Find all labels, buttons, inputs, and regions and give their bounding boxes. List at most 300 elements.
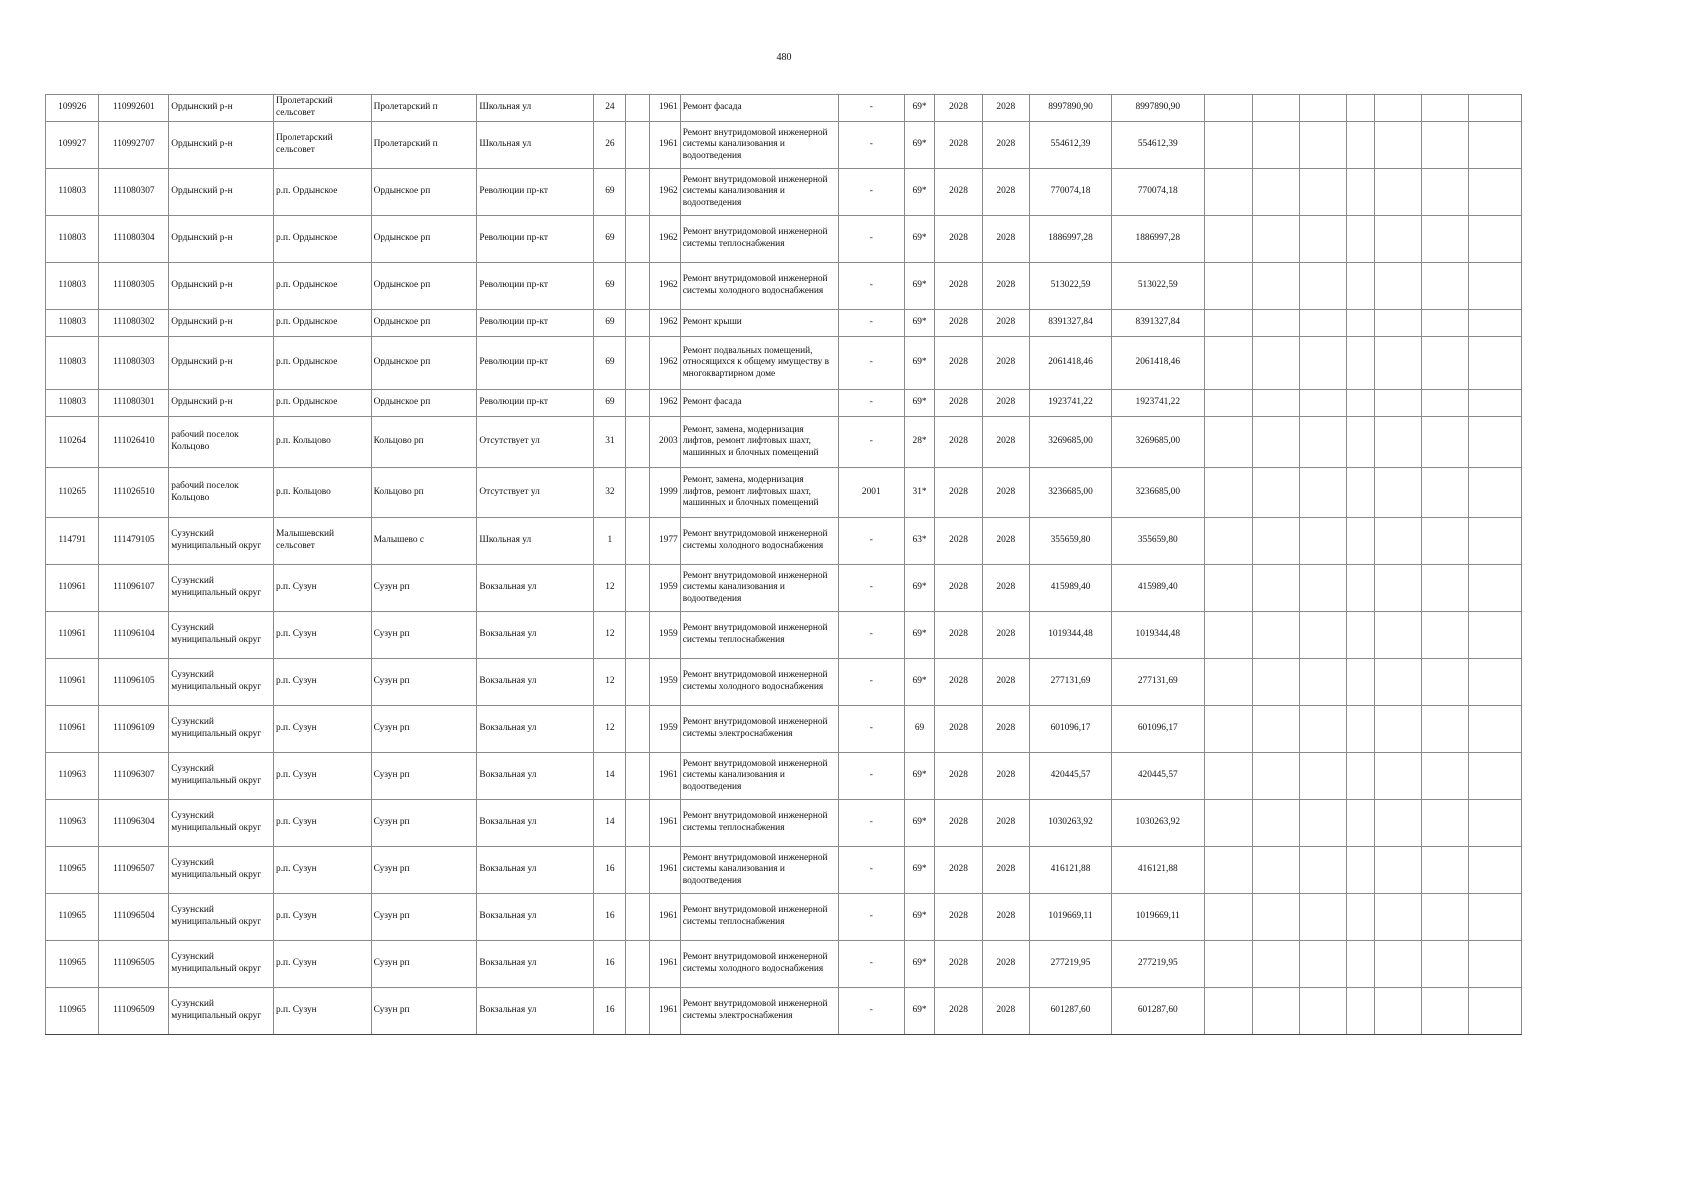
cell-empty [1347,894,1375,941]
cell-empty [1469,95,1522,122]
table-row [46,169,1522,216]
cell-last-repair-year: - [838,894,904,941]
cell-empty [1300,468,1347,518]
cell-settlement: р.п. Ордынское [274,337,372,390]
cell-work-type: Ремонт внутридомовой инженерной системы электроснабжения [680,706,838,753]
cell-cost: 2061418,46 [1029,337,1111,390]
cell-district: Сузунский муниципальный округ [169,612,274,659]
cell-build-year: 1959 [649,659,680,706]
page-number: 480 [776,52,792,63]
cell-street: Вокзальная ул [477,753,594,800]
cell-empty [1204,169,1252,216]
cell-district: Сузунский муниципальный округ [169,800,274,847]
cell-settlement: р.п. Сузун [274,659,372,706]
cell-plan-from: 2028 [935,310,982,337]
cell-empty [1252,800,1299,847]
cell-empty [1422,894,1469,941]
cell-empty [1204,612,1252,659]
cell-locality: Ордынское рп [371,216,477,263]
cell-empty [626,612,650,659]
cell-work-type: Ремонт внутридомовой инженерной системы теплоснабжения [680,894,838,941]
cell-work-code: 111096304 [99,800,169,847]
cell-work-code: 111096509 [99,988,169,1035]
cell-house-number: 12 [594,659,626,706]
cell-work-code: 111080305 [99,263,169,310]
cell-street: Отсутствует ул [477,417,594,468]
cell-house-number: 14 [594,753,626,800]
cell-locality: Сузун рп [371,800,477,847]
cell-district: Сузунский муниципальный округ [169,988,274,1035]
cell-empty [1204,216,1252,263]
cell-settlement: Пролетарский сельсовет [274,95,372,122]
cell-empty [1252,122,1299,169]
cell-work-type: Ремонт внутридомовой инженерной системы холодного водоснабжения [680,941,838,988]
cell-settlement: р.п. Сузун [274,847,372,894]
cell-cost: 277131,69 [1029,659,1111,706]
cell-empty [1300,417,1347,468]
cell-work-code: 111096505 [99,941,169,988]
cell-locality: Сузун рп [371,659,477,706]
cell-plan-from: 2028 [935,988,982,1035]
cell-locality: Пролетарский п [371,122,477,169]
cell-work-type: Ремонт внутридомовой инженерной системы холодного водоснабжения [680,518,838,565]
cell-work-code: 110992601 [99,95,169,122]
cell-work-code: 111096104 [99,612,169,659]
cell-empty [1469,263,1522,310]
cell-empty [1204,847,1252,894]
cell-empty [1374,565,1421,612]
cell-plan-to: 2028 [982,800,1029,847]
cell-cost-total: 1030263,92 [1112,800,1204,847]
cell-cost-total: 3236685,00 [1112,468,1204,518]
table-row [46,468,1522,518]
cell-build-year: 1961 [649,988,680,1035]
cell-settlement: р.п. Ордынское [274,390,372,417]
cell-cost-total: 420445,57 [1112,753,1204,800]
cell-empty [1204,753,1252,800]
cell-last-repair-year: - [838,988,904,1035]
cell-last-repair-year: - [838,417,904,468]
cell-empty [1422,988,1469,1035]
cell-last-repair-year: - [838,753,904,800]
cell-plan-from: 2028 [935,565,982,612]
cell-empty [1252,518,1299,565]
cell-work-code: 111080302 [99,310,169,337]
cell-cost-total: 770074,18 [1112,169,1204,216]
cell-empty [1422,565,1469,612]
cell-empty [1300,565,1347,612]
cell-empty [1469,612,1522,659]
cell-cost: 513022,59 [1029,263,1111,310]
cell-empty [1422,800,1469,847]
cell-plan-to: 2028 [982,310,1029,337]
cell-locality: Ордынское рп [371,169,477,216]
cell-empty [1374,390,1421,417]
cell-plan-from: 2028 [935,122,982,169]
cell-house-number: 12 [594,565,626,612]
cell-street: Школьная ул [477,122,594,169]
cell-work-type: Ремонт внутридомовой инженерной системы канализования и водоотведения [680,565,838,612]
cell-empty [1252,263,1299,310]
cell-district: рабочий поселок Кольцово [169,417,274,468]
cell-district: Сузунский муниципальный округ [169,847,274,894]
cell-work-type: Ремонт внутридомовой инженерной системы канализования и водоотведения [680,169,838,216]
cell-house-number: 69 [594,169,626,216]
cell-district: Сузунский муниципальный округ [169,753,274,800]
cell-empty [1347,706,1375,753]
cell-last-repair-year: - [838,337,904,390]
cell-locality: Сузун рп [371,894,477,941]
table-row [46,988,1522,1035]
cell-locality: Ордынское рп [371,337,477,390]
cell-house-id: 110963 [46,800,99,847]
cell-last-repair-year: - [838,847,904,894]
cell-district: Ордынский р-н [169,310,274,337]
cell-street: Вокзальная ул [477,894,594,941]
cell-plan-from: 2028 [935,390,982,417]
cell-settlement: р.п. Сузун [274,988,372,1035]
cell-empty [1374,417,1421,468]
table-row [46,390,1522,417]
cell-wear: 69* [904,390,935,417]
cell-work-type: Ремонт внутридомовой инженерной системы канализования и водоотведения [680,847,838,894]
cell-empty [1204,800,1252,847]
cell-cost-total: 355659,80 [1112,518,1204,565]
cell-settlement: р.п. Сузун [274,894,372,941]
cell-plan-from: 2028 [935,941,982,988]
cell-plan-to: 2028 [982,753,1029,800]
cell-cost-total: 601096,17 [1112,706,1204,753]
cell-empty [626,800,650,847]
cell-district: Сузунский муниципальный округ [169,894,274,941]
cell-empty [626,941,650,988]
cell-plan-to: 2028 [982,417,1029,468]
cell-work-type: Ремонт, замена, модернизация лифтов, ремонт лифтовых шахт, машинных и блочных помещений [680,468,838,518]
cell-build-year: 1962 [649,337,680,390]
cell-wear: 63* [904,518,935,565]
cell-work-type: Ремонт внутридомовой инженерной системы теплоснабжения [680,800,838,847]
cell-empty [1469,988,1522,1035]
cell-build-year: 1999 [649,468,680,518]
cell-house-number: 1 [594,518,626,565]
cell-house-number: 69 [594,390,626,417]
cell-settlement: р.п. Ордынское [274,216,372,263]
cell-empty [1300,263,1347,310]
cell-plan-from: 2028 [935,847,982,894]
cell-empty [1422,337,1469,390]
cell-empty [1469,753,1522,800]
cell-empty [1347,390,1375,417]
cell-house-number: 16 [594,988,626,1035]
cell-work-code: 111026410 [99,417,169,468]
cell-empty [1374,468,1421,518]
cell-empty [1204,337,1252,390]
cell-house-id: 110265 [46,468,99,518]
cell-plan-to: 2028 [982,518,1029,565]
cell-street: Вокзальная ул [477,612,594,659]
cell-wear: 69* [904,753,935,800]
cell-settlement: р.п. Ордынское [274,169,372,216]
cell-plan-to: 2028 [982,263,1029,310]
repair-program-table [45,94,1522,1035]
table-row [46,95,1522,122]
cell-empty [1374,169,1421,216]
cell-street: Вокзальная ул [477,659,594,706]
cell-plan-from: 2028 [935,417,982,468]
table-row [46,894,1522,941]
cell-district: Ордынский р-н [169,216,274,263]
cell-house-number: 31 [594,417,626,468]
cell-empty [1374,800,1421,847]
cell-last-repair-year: - [838,310,904,337]
cell-plan-to: 2028 [982,847,1029,894]
cell-work-code: 111096507 [99,847,169,894]
cell-plan-from: 2028 [935,263,982,310]
cell-empty [1252,612,1299,659]
cell-empty [1252,417,1299,468]
cell-empty [1347,612,1375,659]
cell-cost: 601096,17 [1029,706,1111,753]
cell-build-year: 1977 [649,518,680,565]
cell-plan-from: 2028 [935,800,982,847]
cell-locality: Ордынское рп [371,263,477,310]
cell-empty [1252,847,1299,894]
cell-cost: 3236685,00 [1029,468,1111,518]
cell-wear: 69* [904,310,935,337]
cell-cost: 3269685,00 [1029,417,1111,468]
cell-empty [626,706,650,753]
cell-work-code: 111096109 [99,706,169,753]
cell-empty [1347,659,1375,706]
cell-empty [1469,468,1522,518]
cell-empty [1252,894,1299,941]
cell-empty [1300,706,1347,753]
cell-empty [1252,659,1299,706]
cell-street: Революции пр-кт [477,169,594,216]
table-row [46,659,1522,706]
table-row [46,310,1522,337]
cell-street: Вокзальная ул [477,706,594,753]
cell-work-type: Ремонт внутридомовой инженерной системы холодного водоснабжения [680,263,838,310]
cell-empty [1252,706,1299,753]
cell-house-number: 69 [594,337,626,390]
cell-last-repair-year: - [838,216,904,263]
cell-empty [1422,753,1469,800]
cell-district: Сузунский муниципальный округ [169,706,274,753]
cell-empty [1374,706,1421,753]
cell-empty [1374,337,1421,390]
cell-empty [626,847,650,894]
cell-work-type: Ремонт фасада [680,95,838,122]
cell-empty [1204,310,1252,337]
cell-cost-total: 1019669,11 [1112,894,1204,941]
cell-empty [626,518,650,565]
cell-build-year: 1961 [649,95,680,122]
cell-street: Отсутствует ул [477,468,594,518]
cell-empty [1252,95,1299,122]
cell-empty [1347,941,1375,988]
cell-empty [1469,894,1522,941]
cell-empty [626,122,650,169]
cell-plan-to: 2028 [982,941,1029,988]
cell-empty [1347,263,1375,310]
cell-work-type: Ремонт внутридомовой инженерной системы теплоснабжения [680,612,838,659]
cell-cost: 1886997,28 [1029,216,1111,263]
cell-house-number: 16 [594,847,626,894]
cell-street: Вокзальная ул [477,800,594,847]
cell-cost-total: 277131,69 [1112,659,1204,706]
cell-work-type: Ремонт внутридомовой инженерной системы электроснабжения [680,988,838,1035]
cell-build-year: 1959 [649,612,680,659]
cell-empty [1300,95,1347,122]
cell-house-id: 109927 [46,122,99,169]
cell-wear: 69* [904,659,935,706]
cell-last-repair-year: - [838,565,904,612]
cell-house-id: 110965 [46,941,99,988]
cell-empty [1252,337,1299,390]
cell-build-year: 1962 [649,263,680,310]
cell-empty [626,659,650,706]
cell-empty [1204,659,1252,706]
cell-work-code: 111080301 [99,390,169,417]
cell-work-type: Ремонт внутридомовой инженерной системы холодного водоснабжения [680,659,838,706]
cell-empty [1469,565,1522,612]
table-row [46,800,1522,847]
cell-house-number: 14 [594,800,626,847]
cell-empty [1422,847,1469,894]
cell-wear: 69* [904,337,935,390]
cell-build-year: 1959 [649,706,680,753]
cell-work-type: Ремонт внутридомовой инженерной системы теплоснабжения [680,216,838,263]
cell-wear: 69* [904,612,935,659]
cell-house-number: 26 [594,122,626,169]
cell-empty [1374,122,1421,169]
cell-last-repair-year: 2001 [838,468,904,518]
cell-empty [1204,468,1252,518]
cell-wear: 28* [904,417,935,468]
cell-empty [1469,659,1522,706]
cell-cost: 416121,88 [1029,847,1111,894]
cell-empty [1347,518,1375,565]
table-row [46,565,1522,612]
cell-empty [1347,847,1375,894]
cell-empty [1347,988,1375,1035]
cell-empty [1347,565,1375,612]
cell-house-number: 69 [594,263,626,310]
cell-last-repair-year: - [838,122,904,169]
cell-empty [1300,310,1347,337]
cell-house-number: 12 [594,612,626,659]
cell-locality: Ордынское рп [371,390,477,417]
cell-district: Ордынский р-н [169,263,274,310]
cell-house-id: 110803 [46,390,99,417]
cell-cost-total: 2061418,46 [1112,337,1204,390]
cell-empty [1469,417,1522,468]
cell-settlement: р.п. Ордынское [274,263,372,310]
cell-plan-to: 2028 [982,565,1029,612]
cell-locality: Сузун рп [371,753,477,800]
cell-work-code: 111080304 [99,216,169,263]
cell-street: Революции пр-кт [477,390,594,417]
cell-empty [626,468,650,518]
cell-build-year: 1961 [649,800,680,847]
cell-last-repair-year: - [838,612,904,659]
table-row [46,941,1522,988]
cell-house-id: 110965 [46,988,99,1035]
cell-locality: Сузун рп [371,847,477,894]
cell-empty [1422,310,1469,337]
cell-empty [1374,659,1421,706]
cell-work-code: 111096504 [99,894,169,941]
cell-empty [626,310,650,337]
cell-wear: 69* [904,263,935,310]
cell-house-number: 69 [594,216,626,263]
cell-empty [1422,417,1469,468]
cell-locality: Сузун рп [371,988,477,1035]
cell-cost: 8997890,90 [1029,95,1111,122]
cell-district: Сузунский муниципальный округ [169,941,274,988]
cell-wear: 69* [904,95,935,122]
cell-wear: 69* [904,847,935,894]
cell-settlement: р.п. Сузун [274,941,372,988]
cell-work-code: 110992707 [99,122,169,169]
cell-empty [1300,659,1347,706]
cell-empty [1252,753,1299,800]
cell-last-repair-year: - [838,263,904,310]
cell-empty [1300,988,1347,1035]
cell-plan-to: 2028 [982,612,1029,659]
cell-plan-from: 2028 [935,753,982,800]
cell-cost-total: 1886997,28 [1112,216,1204,263]
cell-plan-from: 2028 [935,706,982,753]
cell-plan-to: 2028 [982,95,1029,122]
cell-empty [1204,417,1252,468]
cell-empty [1204,263,1252,310]
cell-plan-to: 2028 [982,216,1029,263]
cell-work-code: 111096105 [99,659,169,706]
cell-last-repair-year: - [838,800,904,847]
cell-empty [1204,95,1252,122]
cell-locality: Ордынское рп [371,310,477,337]
cell-empty [1422,169,1469,216]
cell-plan-from: 2028 [935,169,982,216]
cell-house-number: 12 [594,706,626,753]
cell-empty [626,337,650,390]
cell-empty [1469,518,1522,565]
cell-plan-from: 2028 [935,612,982,659]
cell-plan-to: 2028 [982,988,1029,1035]
cell-cost: 601287,60 [1029,988,1111,1035]
cell-district: Сузунский муниципальный округ [169,565,274,612]
cell-plan-from: 2028 [935,216,982,263]
cell-build-year: 2003 [649,417,680,468]
cell-empty [1374,988,1421,1035]
cell-house-id: 110965 [46,847,99,894]
cell-district: рабочий поселок Кольцово [169,468,274,518]
cell-last-repair-year: - [838,390,904,417]
cell-plan-from: 2028 [935,518,982,565]
cell-street: Революции пр-кт [477,310,594,337]
cell-empty [1374,310,1421,337]
cell-work-type: Ремонт внутридомовой инженерной системы канализования и водоотведения [680,753,838,800]
cell-house-id: 110961 [46,612,99,659]
cell-settlement: Малышевский сельсовет [274,518,372,565]
cell-empty [626,390,650,417]
cell-last-repair-year: - [838,941,904,988]
cell-locality: Кольцово рп [371,468,477,518]
cell-empty [1347,468,1375,518]
cell-cost-total: 8391327,84 [1112,310,1204,337]
